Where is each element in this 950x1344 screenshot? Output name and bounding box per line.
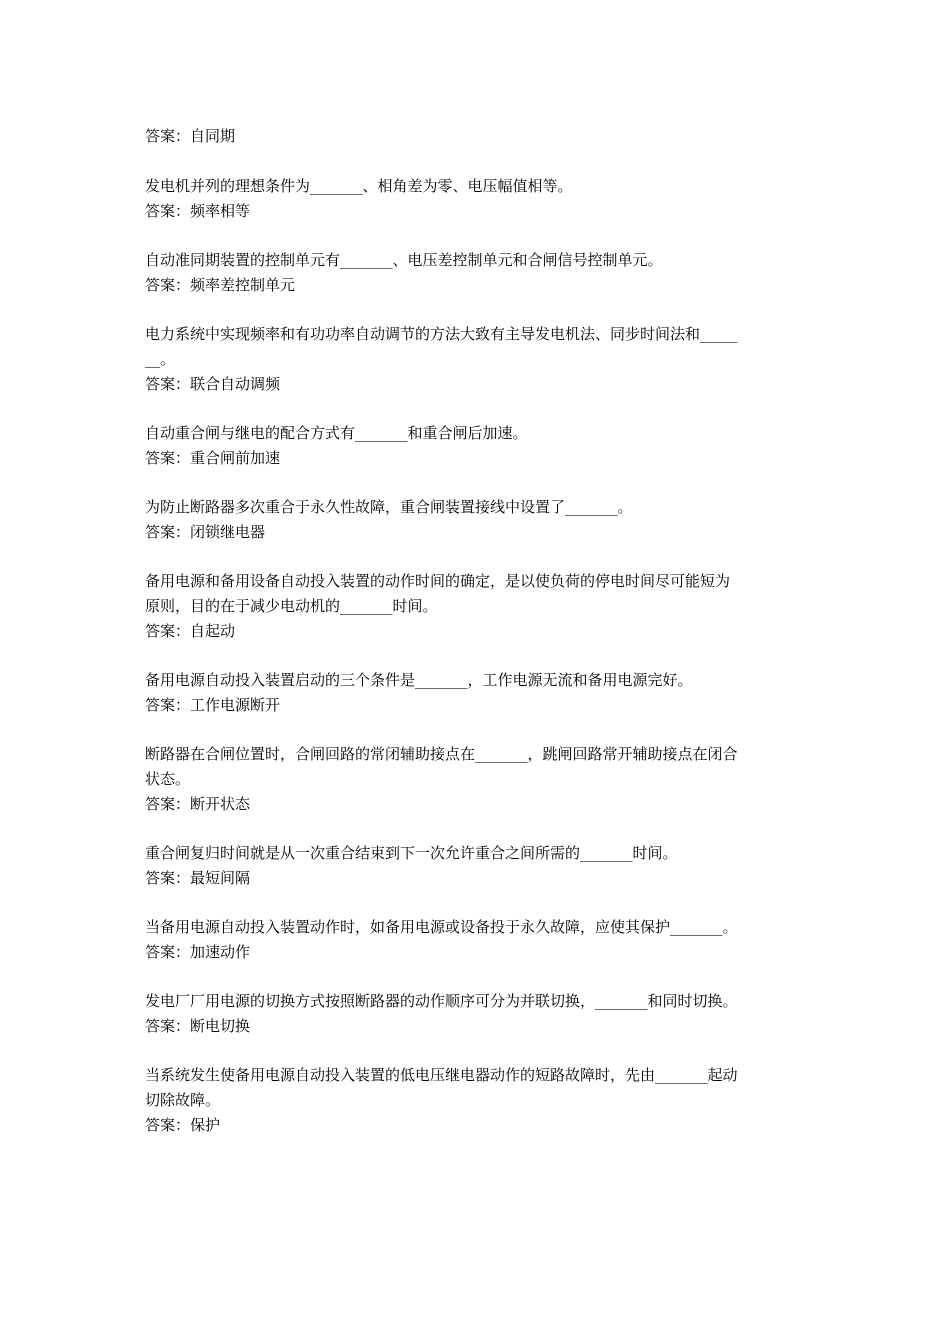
question-block (145, 421, 810, 471)
question-text: __。 (145, 350, 176, 368)
question-text: 自动准同期装置的控制单元有_______、电压差控制单元和合闸信号控制单元。 (145, 251, 663, 269)
question-text: 发电机并列的理想条件为_______、相角差为零、电压幅值相等。 (145, 177, 573, 195)
question-text: 重合闸复归时间就是从一次重合结束到下一次允许重合之间所需的_______时间。 (145, 844, 678, 862)
question-block (145, 248, 810, 298)
question-block (145, 989, 810, 1039)
question-text: 备用电源自动投入装置启动的三个条件是_______，工作电源无流和备用电源完好。 (145, 671, 693, 689)
question-text: 状态。 (145, 770, 191, 788)
answer-text: 答案：重合闸前加速 (145, 449, 281, 467)
answer-text: 答案：最短间隔 (145, 869, 251, 887)
question-block (145, 915, 810, 965)
question-block (145, 322, 810, 397)
question-text: 发电厂厂用电源的切换方式按照断路器的动作顺序可分为并联切换，_______和同时切换。 (145, 992, 738, 1010)
question-block (145, 841, 810, 891)
question-block (145, 668, 810, 718)
question-text: 断路器在合闸位置时，合闸回路的常闭辅助接点在_______，跳闸回路常开辅助接点在闭合 (145, 745, 738, 763)
question-block (145, 174, 810, 224)
answer-text: 答案：加速动作 (145, 943, 251, 961)
answer-text: 答案：断电切换 (145, 1017, 251, 1035)
question-text: 自动重合闸与继电的配合方式有_______和重合闸后加速。 (145, 424, 528, 442)
question-text: 为防止断路器多次重合于永久性故障，重合闸装置接线中设置了_______。 (145, 498, 633, 516)
question-text: 电力系统中实现频率和有功功率自动调节的方法大致有主导发电机法、同步时间法和_____ (145, 325, 738, 343)
answer-text: 答案：联合自动调频 (145, 375, 281, 393)
answer-text: 答案：闭锁继电器 (145, 523, 266, 541)
question-text: 备用电源和备用设备自动投入装置的动作时间的确定，是以使负荷的停电时间尽可能短为 (145, 572, 731, 590)
answer-text: 答案：断开状态 (145, 795, 251, 813)
answer-text: 答案：自同期 (145, 127, 236, 145)
answer-text: 答案：频率差控制单元 (145, 276, 296, 294)
question-text: 当备用电源自动投入装置动作时，如备用电源或设备投于永久故障，应使其保护_______。 (145, 918, 738, 936)
question-text: 当系统发生使备用电源自动投入装置的低电压继电器动作的短路故障时，先由_______起动 (145, 1066, 738, 1084)
question-block (145, 495, 810, 545)
answer-text: 答案：频率相等 (145, 202, 251, 220)
question-text: 切除故障。 (145, 1091, 221, 1109)
answer-text: 答案：自起动 (145, 622, 236, 640)
question-text: 原则，目的在于减少电动机的_______时间。 (145, 597, 438, 615)
question-block (145, 1063, 810, 1138)
answer-text: 答案：工作电源断开 (145, 696, 281, 714)
question-block (145, 742, 810, 817)
question-block (145, 569, 810, 644)
answer-text: 答案：保护 (145, 1116, 221, 1134)
document-content (145, 124, 810, 1162)
